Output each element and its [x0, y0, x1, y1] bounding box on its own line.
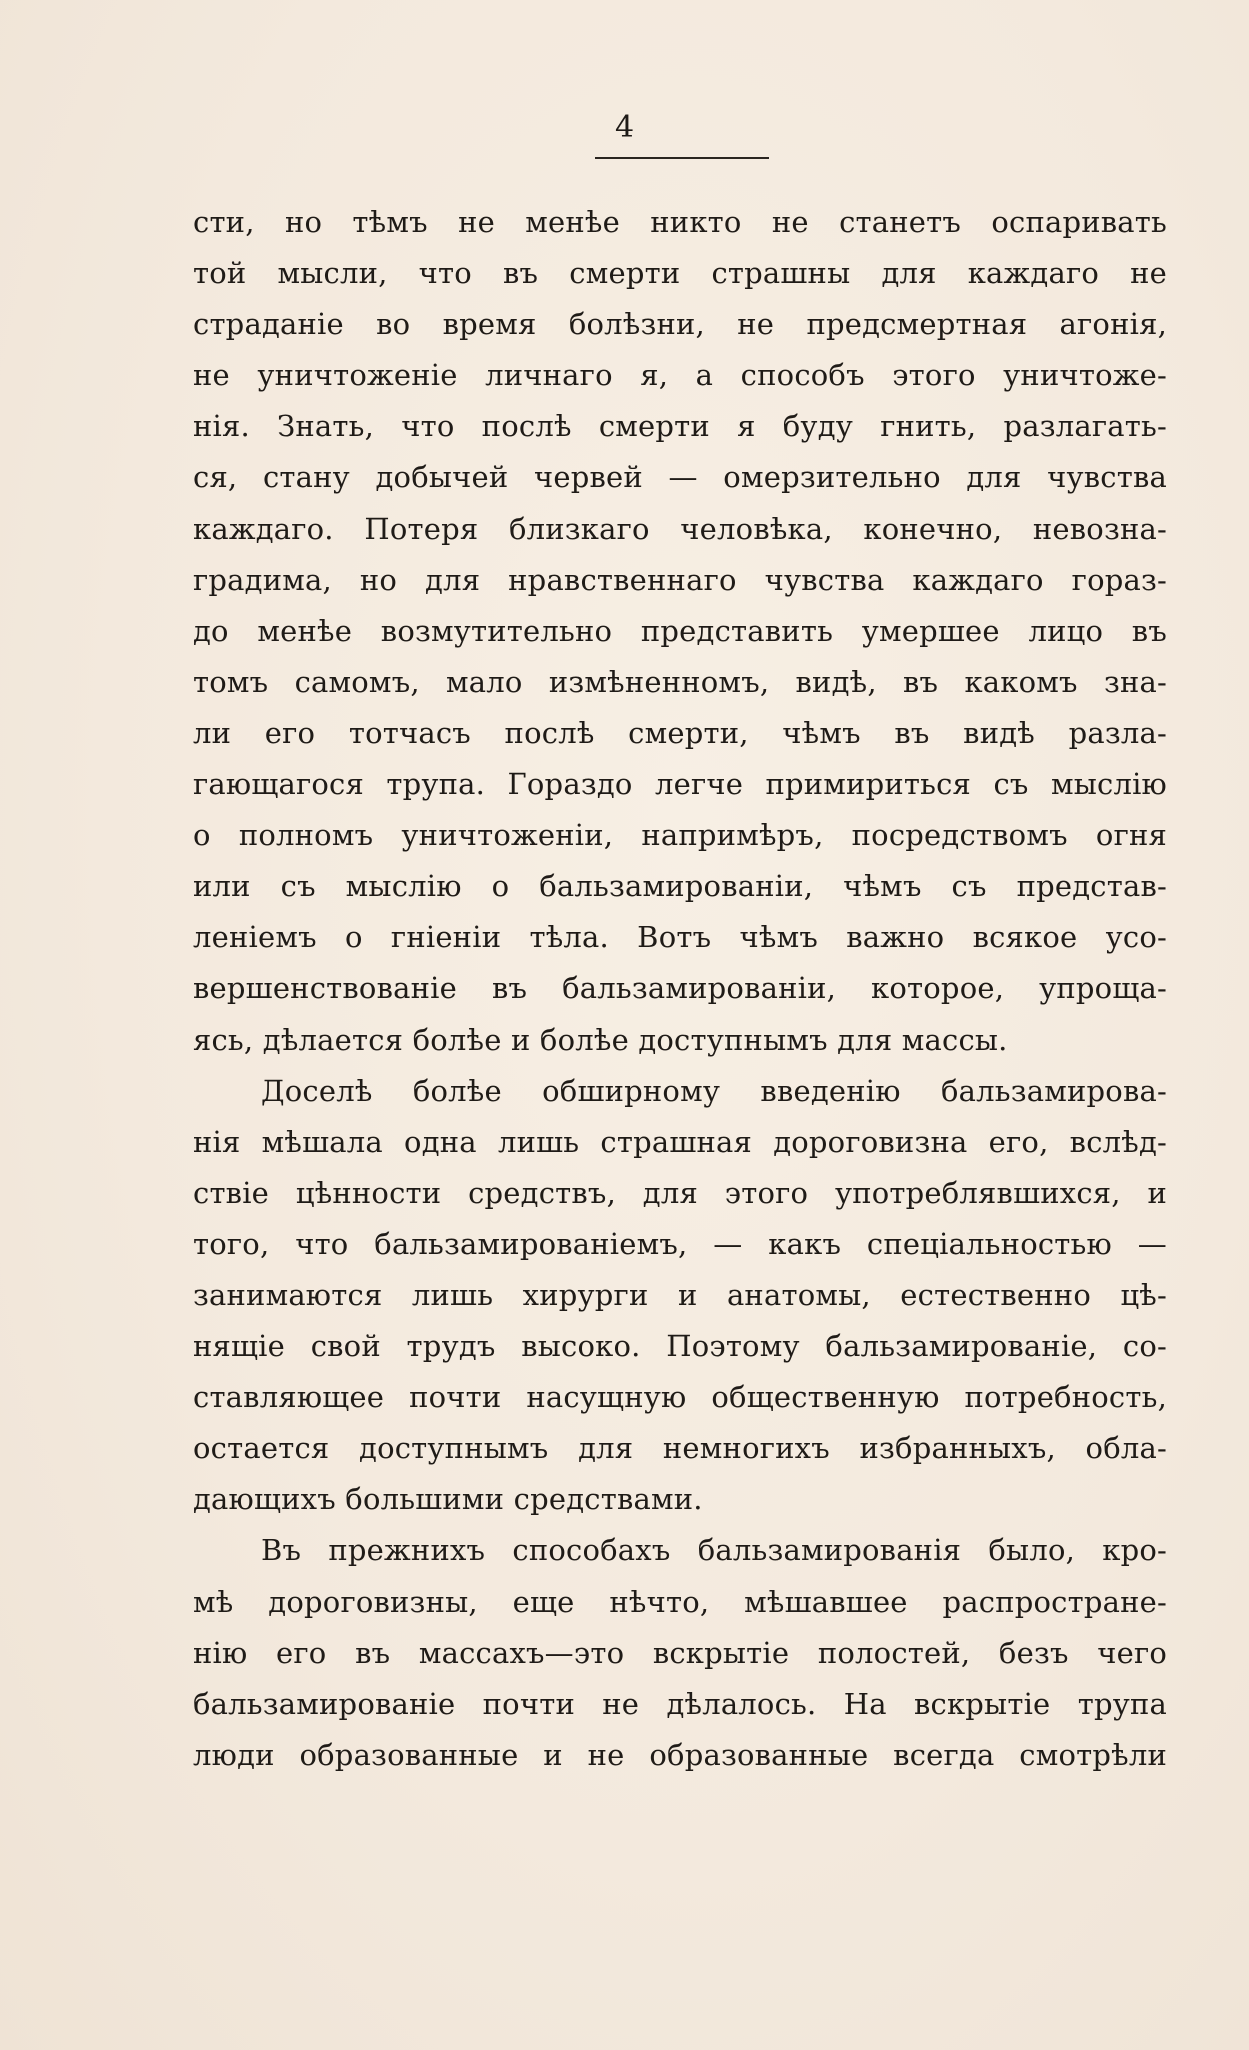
text-line: градима, но для нравственнаго чувства каждаго горaз-: [193, 562, 1167, 597]
text-line: или съ мыслію о бальзамированіи, чѣмъ съ представ-: [193, 869, 1167, 904]
text-line: ся, стану добычей червей — омерзительно для чувства: [193, 460, 1167, 495]
text-line: занимаются лишь хирурги и анатомы, естественно цѣ-: [193, 1277, 1167, 1312]
text-line: леніемъ о гніеніи тѣла. Вотъ чѣмъ важно всякое усо-: [193, 920, 1167, 955]
text-line: того, что бальзамированіемъ, — какъ спеціальностью —: [193, 1226, 1167, 1261]
text-line: гающагося трупа. Гораздо легче примириться съ мыслію: [193, 767, 1167, 802]
text-line: вершенствованіе въ бальзамированіи, которое, упроща-: [193, 971, 1167, 1006]
header-rule: [595, 157, 769, 159]
text-line: каждаго. Потеря близкаго человѣка, конечно, невозна-: [193, 511, 1167, 546]
text-line: не уничтоженіе личнаго я, а способъ этого уничтоже-: [193, 358, 1167, 393]
text-line: Въ прежнихъ способахъ бальзамированія было, кро-: [261, 1533, 1167, 1568]
text-line: мѣ дороговизны, еще нѣчто, мѣшавшее распростране-: [193, 1584, 1167, 1619]
text-line: ясь, дѣлается болѣе и болѣе доступнымъ для массы.: [193, 1022, 1008, 1057]
text-line: сти, но тѣмъ не менѣе никто не станетъ оспаривать: [193, 205, 1167, 239]
text-line: остается доступнымъ для немногихъ избранныхъ, обла-: [193, 1431, 1167, 1466]
text-line: ствіе цѣнности средствъ, для этого употреблявшихся, и: [193, 1175, 1167, 1210]
text-line: той мысли, что въ смерти страшны для каждаго не: [193, 256, 1167, 291]
text-line: о полномъ уничтоженіи, напримѣръ, посредствомъ огня: [193, 818, 1167, 853]
text-line: нію его въ массахъ—это вскрытіе полостей, безъ чего: [193, 1635, 1167, 1670]
text-line: Доселѣ болѣе обширному введенію бальзамирова-: [261, 1073, 1167, 1108]
text-line: люди образованные и не образованные всегда смотрѣли: [193, 1737, 1167, 1772]
text-line: нія мѣшала одна лишь страшная дороговизна его, вслѣд-: [193, 1124, 1167, 1159]
text-line: нящіе свой трудъ высоко. Поэтому бальзамированіе, со-: [193, 1329, 1167, 1364]
text-line: бальзамированіе почти не дѣлалось. На вскрытіе трупа: [193, 1686, 1167, 1721]
body-text: [193, 197, 1167, 1781]
text-line: томъ самомъ, мало измѣненномъ, видѣ, въ какомъ зна-: [193, 664, 1167, 699]
text-line: дающихъ большими средствами.: [193, 1482, 703, 1517]
text-line: страданіе во время болѣзни, не предсмертная агонія,: [193, 307, 1167, 342]
text-line: до менѣе возмутительно представить умершее лицо въ: [193, 613, 1167, 648]
page-number: 4: [614, 110, 635, 145]
text-line: нія. Знать, что послѣ смерти я буду гнить, разлагать-: [193, 409, 1167, 444]
text-line: ли его тотчасъ послѣ смерти, чѣмъ въ видѣ разла-: [193, 715, 1167, 750]
text-line: ставляющее почти насущную общественную потребность,: [193, 1380, 1167, 1415]
